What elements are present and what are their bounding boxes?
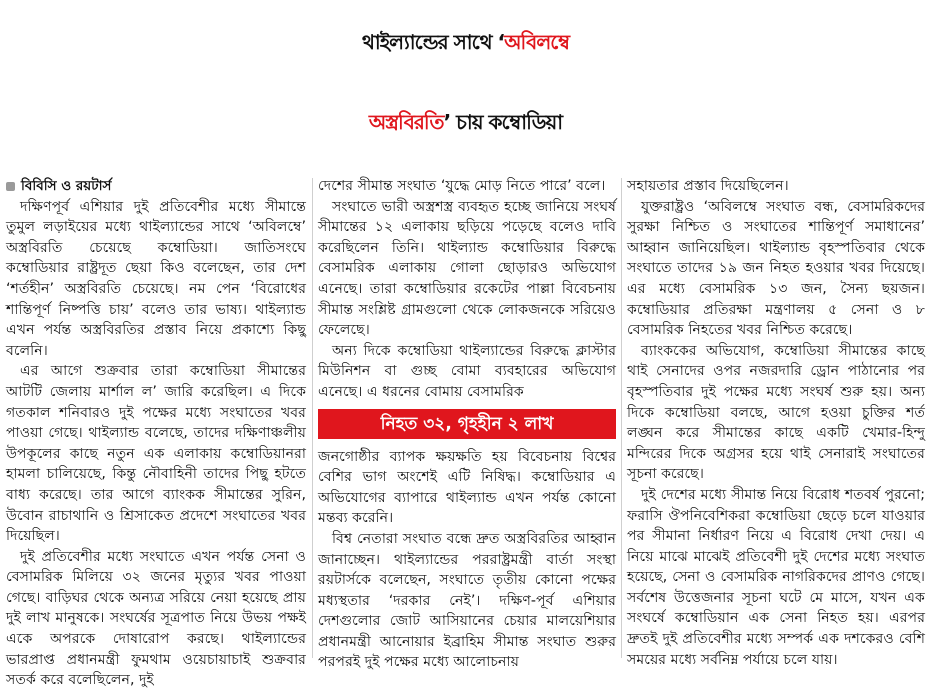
headline <box>0 2 931 170</box>
headline-part-red: অবিলম্বে <box>504 30 570 54</box>
headline-part-black: থাইল্যান্ডের সাথে ‘ <box>361 30 505 54</box>
paragraph: দেশের সীমান্ত সংঘাত ‘যুদ্ধে মোড় নিতে পারে’ বলে। <box>318 178 606 194</box>
paragraph: এর আগে শুক্রবার তারা কম্বোডিয়া সীমান্তের আটটি জেলায় মার্শাল ল’ জারি করেছিল। এ দিকে গতকাল শনিবারও দুই পক্ষের মধ্যে সংঘাতের খবর পাওয়া গেছে। থাইল্যান্ড বলেছে, তাদের দক্ষিণাঞ্চলীয় উপকূলের কাছে নতুন এক এলাকায় কম্বোডিয়ানরা হামলা চালিয়েছে, কিন্তু নৌবাহিনী তাদের পিছু হটতে বাধ্য করেছে। তার আগে ব্যাংকক সীমান্তের সুরিন, উবোন রাচাথানি ও শ্রিসাকেত প্রদেশে সংঘাতের খবর দিয়েছিল। <box>6 363 306 545</box>
paragraph: সংঘাতে ভারী অস্ত্রশস্ত্র ব্যবহৃত হচ্ছে জানিয়ে সংঘর্ষ সীমান্তের ১২ এলাকায় ছড়িয়ে পড়েছে বলেও দাবি করেছিলেন তিনি। থাইল্যান্ড কম্বোডিয়ার বিরুদ্ধে বেসামরিক এলাকায় গোলা ছোড়ারও অভিযোগ এনেছে। তারা কম্বোডিয়ার রকেটের পাল্লা বিবেচনায় সীমান্ত সংশ্লিষ্ট গ্রামগুলো থেকে লোকজনকে সরিয়েও ফেলেছে। <box>318 198 616 339</box>
column-1 <box>6 176 306 689</box>
headline-part-black: ’ চায় কম্বোডিয়া <box>443 110 563 134</box>
paragraph: জনগোষ্ঠীর ব্যাপক ক্ষয়ক্ষতি হয় বিবেচনায় বিশ্বের বেশির ভাগ অংশেই এটি নিষিদ্ধ। কম্বোডিয়ার এ অভিযোগের ব্যাপারে থাইল্যান্ড এখন পর্যন্ত কোনো মন্তব্য করেনি। <box>318 448 616 527</box>
article-body <box>0 176 931 689</box>
paragraph: দুই প্রতিবেশীর মধ্যে সংঘাতে এখন পর্যন্ত সেনা ও বেসামরিক মিলিয়ে ৩২ জনের মৃত্যুর খবর পাওয়া গেছে। বাড়িঘর থেকে অন্যত্র সরিয়ে নেয়া হয়েছে প্রায় দুই লাখ মানুষকে। সংঘর্ষের সূত্রপাত নিয়ে উভয় পক্ষই একে অপরকে দোষারোপ করছে। থাইল্যান্ডের ভারপ্রাপ্ত প্রধানমন্ত্রী ফুমথাম ওয়েচায়াচাই শুক্রবার সতর্ক করে বলেছিলেন, দুই <box>6 548 306 689</box>
headline-line-2 <box>0 82 931 162</box>
paragraph: দক্ষিণপূর্ব এশিয়ার দুই প্রতিবেশীর মধ্যে সীমান্তে তুমুল লড়াইয়ের মধ্যে থাইল্যান্ডের সাথে ‘অবিলম্বে’ অস্ত্রবিরতি চেয়েছে কম্বোডিয়া। জাতিসংঘে কম্বোডিয়ার রাষ্ট্রদূত ছেয়া কিও বলেছেন, তার দেশ ‘শর্তহীন’ অস্ত্রবিরতি চেয়েছে। নম পেন ‘বিরোধের শান্তিপূর্ণ নিষ্পত্তি চায়’ বলেও তার ভাষ্য। থাইল্যান্ড এখন পর্যন্ত অস্ত্রবিরতির প্রস্তাব নিয়ে প্রকাশ্যে কিছু বলেনি। <box>6 198 306 359</box>
paragraph: ব্যাংককের অভিযোগ, কম্বোডিয়া সীমান্তের কাছে থাই সেনাদের ওপর নজরদারি ড্রোন পাঠানোর পর বৃহস্পতিবার দুই পক্ষের মধ্যে সংঘর্ষ শুরু হয়। অন্য দিকে কম্বোডিয়া বলছে, আগে হওয়া চুক্তির শর্ত লঙ্ঘন করে সীমান্তের কাছে একটি খেমার-হিন্দু মন্দিরের দিকে অগ্রসর হয়ে থাই সেনারাই সংঘাতের সূচনা করেছে। <box>627 342 925 483</box>
headline-part-red: অস্ত্রবিরতি <box>368 110 444 134</box>
paragraph: দুই দেশের মধ্যে সীমান্ত নিয়ে বিরোধ শতবর্ষ পুরনো; ফরাসি ঔপনিবেশিকরা কম্বোডিয়া ছেড়ে চলে যাওয়ার পর সীমানা নির্ধারণ নিয়ে এ বিরোধ দেখা দেয়। এ নিয়ে মাঝে মাঝেই প্রতিবেশী দুই দেশের মধ্যে সংঘাত হয়েছে, সেনা ও বেসামরিক নাগরিকদের প্রাণও গেছে। সর্বশেষ উত্তেজনার সূচনা ঘটে মে মাসে, যখন এক সংঘর্ষে কম্বোডিয়ান এক সেনা নিহত হয়। এরপর দ্রুতই দুই প্রতিবেশীর মধ্যে সম্পর্ক এক দশকেরও বেশি সময়ের মধ্যে সর্বনিম্ন পর্যায়ে চলে যায়। <box>627 486 925 668</box>
byline <box>6 176 306 197</box>
square-bullet-icon <box>6 182 15 191</box>
column-3 <box>627 176 925 668</box>
subheading-banner: নিহত ৩২, গৃহহীন ২ লাখ <box>318 409 616 439</box>
byline-text: বিবিসি ও রয়টার্স <box>21 178 112 194</box>
paragraph: যুক্তরাষ্ট্রও ‘অবিলম্বে সংঘাত বন্ধ, বেসামরিকদের সুরক্ষা নিশ্চিত ও সংঘাতের শান্তিপূর্ণ সমাধানের’ আহ্বান জানিয়েছিল। থাইল্যান্ড বৃহস্পতিবার থেকে সংঘাতে তাদের ১৯ জন নিহত হওয়ার খবর দিয়েছে। এর মধ্যে বেসামরিক ১৩ জন, সৈন্য ছয়জন। কম্বোডিয়ার প্রতিরক্ষা মন্ত্রণালয় ৫ সেনা ও ৮ বেসামরিক নিহতের খবর নিশ্চিত করেছে। <box>627 198 925 339</box>
headline-line-1 <box>0 2 931 82</box>
paragraph: অন্য দিকে কম্বোডিয়া থাইল্যান্ডের বিরুদ্ধে ক্লাস্টার মিউনিশন বা গুচ্ছ বোমা ব্যবহারের অভিযোগ এনেছে। এ ধরনের বোমায় বেসামরিক <box>318 342 616 400</box>
paragraph: সহায়তার প্রস্তাব দিয়েছিলেন। <box>627 178 789 194</box>
column-2 <box>318 176 616 671</box>
paragraph: বিশ্ব নেতারা সংঘাত বন্ধে দ্রুত অস্ত্রবিরতির আহ্বান জানাচ্ছেন। থাইল্যান্ডের পররাষ্ট্রমন্ত্রী বার্তা সংস্থা রয়টার্সকে বলেছেন, সংঘাতে তৃতীয় কোনো পক্ষের মধ্যস্থতার ‘দরকার নেই’। দক্ষিণ-পূর্ব এশিয়ার দেশগুলোর জোট আসিয়ানের চেয়ার মালয়েশিয়ার প্রধানমন্ত্রী আনোয়ার ইব্রাহিম সীমান্ত সংঘাত শুরুর পরপরই দুই পক্ষের মধ্যে আলোচনায় <box>318 530 616 671</box>
